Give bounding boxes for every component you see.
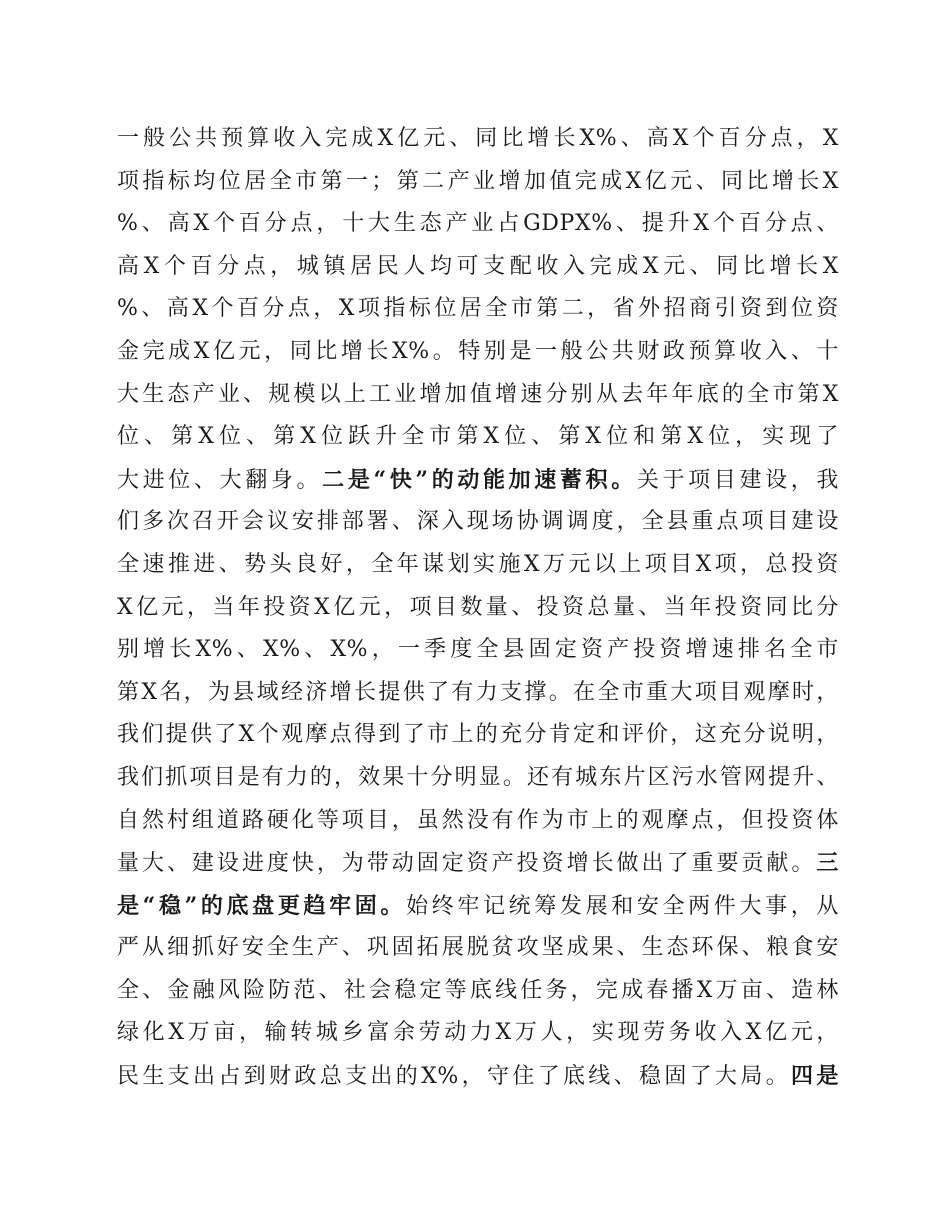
- bold-heading-text: 是“稳”的底盘更趋牢固。: [117, 892, 407, 919]
- text-line: [117, 501, 839, 544]
- text-segment: 金完成X亿元，同比增长X%。特别是一般公共财政预算收入、十: [117, 338, 839, 364]
- text-segment: X亿元，当年投资X亿元，项目数量、投资总量、当年投资同比分: [117, 594, 839, 620]
- text-line: [117, 1055, 839, 1098]
- text-line: [117, 672, 839, 715]
- text-line: [117, 544, 839, 587]
- text-line: [117, 161, 839, 204]
- text-line: [117, 118, 839, 161]
- text-line: [117, 757, 839, 800]
- text-segment: 量大、建设进度快，为带动固定资产投资增长做出了重要贡献。: [117, 851, 817, 877]
- text-segment: 一般公共预算收入完成X亿元、同比增长X%、高X个百分点，X: [117, 126, 839, 151]
- text-segment: 绿化X万亩，输转城乡富余劳动力X万人，实现劳务收入X亿元，: [117, 1020, 839, 1046]
- text-segment: 全速推进、势头良好，全年谋划实施X万元以上项目X项，总投资: [117, 551, 839, 577]
- text-segment: 全、金融风险防范、社会稳定等底线任务，完成春播X万亩、造林: [117, 977, 839, 1003]
- text-line: [117, 885, 839, 928]
- text-segment: 位、第X位、第X位跃升全市第X位、第X位和第X位，实现了: [117, 424, 839, 450]
- text-line: [117, 331, 839, 374]
- text-line: [117, 629, 839, 672]
- text-segment: 关于项目建设，我: [636, 467, 839, 493]
- text-segment: 严从细抓好安全生产、巩固拓展脱贫攻坚成果、生态环保、粮食安: [117, 935, 839, 961]
- text-segment: 民生支出占到财政总支出的X%，守住了底线、稳固了大局。: [117, 1064, 792, 1090]
- text-line: [117, 800, 839, 843]
- text-segment: 项指标均位居全市第一；第二产业增加值完成X亿元、同比增长X: [117, 168, 839, 194]
- body-paragraph: [117, 118, 839, 1098]
- text-line: [117, 246, 839, 289]
- text-segment: 别增长X%、X%、X%，一季度全县固定资产投资增速排名全市: [117, 637, 839, 663]
- text-line: [117, 714, 839, 757]
- text-segment: 我们抓项目是有力的，效果十分明显。还有城东片区污水管网提升、: [117, 764, 839, 790]
- text-segment: 我们提供了X个观摩点得到了市上的充分肯定和评价，这充分说明，: [117, 722, 839, 748]
- text-line: [117, 842, 839, 885]
- bold-heading-text: 四是: [791, 1063, 839, 1090]
- text-line: [117, 927, 839, 970]
- text-segment: %、高X个百分点，十大生态产业占GDPX%、提升X个百分点、: [117, 211, 839, 237]
- text-segment: 大进位、大翻身。: [117, 467, 323, 493]
- text-segment: 高X个百分点，城镇居民人均可支配收入完成X元、同比增长X: [117, 253, 839, 279]
- text-line: [117, 1012, 839, 1055]
- bold-heading-text: 二是“快”的动能加速蓄积。: [322, 466, 637, 493]
- text-segment: 第X名，为县域经济增长提供了有力支撑。在全市重大项目观摩时，: [117, 679, 839, 705]
- text-line: [117, 374, 839, 417]
- text-line: [117, 970, 839, 1013]
- text-line: [117, 587, 839, 630]
- bold-heading-text: 三: [816, 850, 839, 877]
- text-segment: 始终牢记统筹发展和安全两件大事，从: [406, 893, 839, 919]
- text-segment: 们多次召开会议安排部署、深入现场协调调度，全县重点项目建设: [117, 509, 839, 535]
- text-line: [117, 459, 839, 502]
- text-segment: %、高X个百分点，X项指标位居全市第二，省外招商引资到位资: [117, 296, 839, 322]
- text-line: [117, 203, 839, 246]
- text-segment: 大生态产业、规模以上工业增加值增速分别从去年年底的全市第X: [117, 381, 839, 407]
- text-line: [117, 416, 839, 459]
- text-line: [117, 288, 839, 331]
- text-segment: 自然村组道路硬化等项目，虽然没有作为市上的观摩点，但投资体: [117, 807, 839, 833]
